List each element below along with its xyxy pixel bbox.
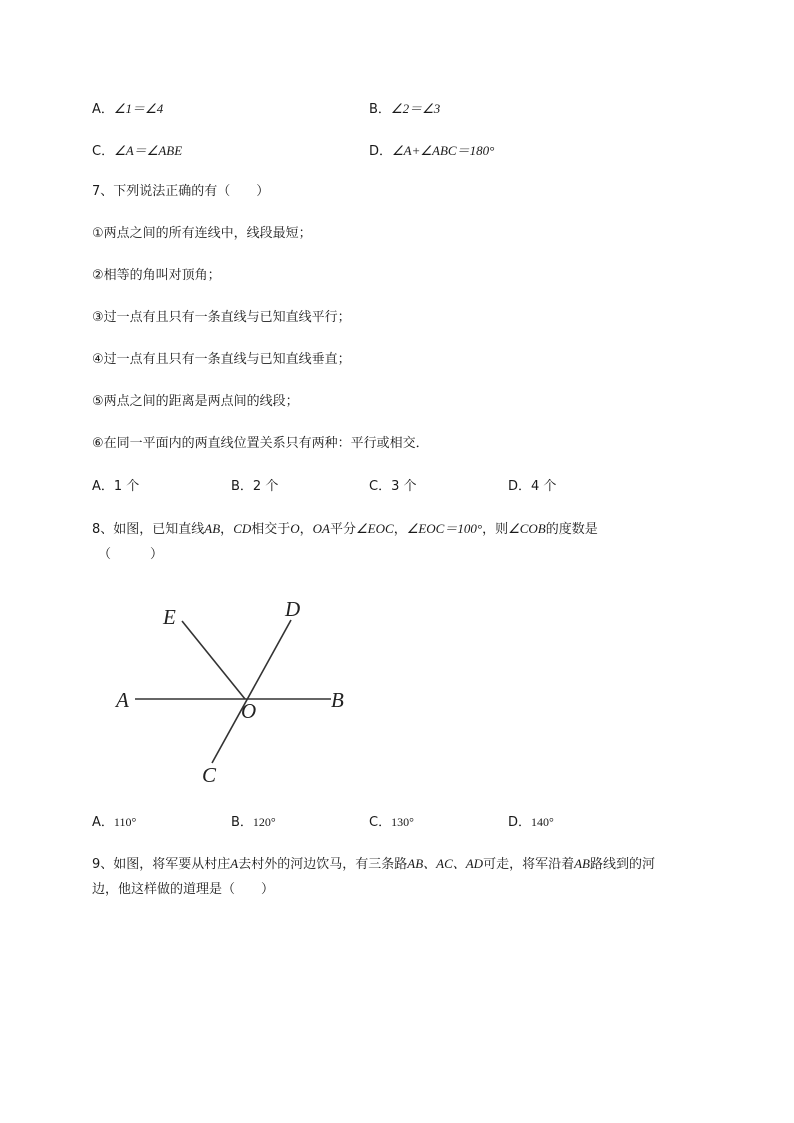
option-text: 3 个	[391, 479, 417, 494]
option-letter: D．	[508, 815, 532, 830]
q8-option-a	[92, 813, 136, 832]
option-text: ∠1＝∠4	[113, 101, 164, 116]
label-b: B	[331, 688, 344, 712]
q7-statement-1: ①两点之间的所有连线中，线段最短；	[92, 226, 312, 241]
option-letter: B．	[231, 479, 253, 494]
q7-statement-2: ②相等的角叫对顶角；	[92, 268, 221, 283]
option-text: 1 个	[113, 479, 140, 494]
option-letter: C．	[369, 815, 392, 830]
q8-angle-eoc: ∠EOC	[356, 521, 394, 536]
q9-road-ab: AB	[574, 856, 590, 871]
q9-village-a: A	[230, 856, 239, 871]
q8-point-o: O	[290, 521, 300, 536]
q7-stem: 7、下列说法正确的有（ ）	[92, 184, 270, 199]
option-letter: C．	[92, 144, 115, 159]
q8-text: ，则	[482, 522, 509, 537]
q8-line-ab: AB	[204, 521, 221, 536]
option-text: 110°	[113, 815, 137, 829]
option-letter: B．	[369, 102, 391, 117]
option-letter: B．	[231, 815, 253, 830]
q8-sep: ，	[393, 522, 407, 537]
option-text: 130°	[391, 815, 414, 829]
line-cd	[212, 620, 291, 763]
q8-option-b	[231, 813, 276, 832]
q9-text: 可走，将军沿着	[483, 857, 575, 872]
q8-option-d	[508, 813, 554, 832]
q7-statement-4: ④过一点有且只有一条直线与已知直线垂直；	[92, 352, 351, 367]
option-text: 2 个	[252, 479, 279, 494]
option-text: 140°	[531, 815, 554, 829]
q9-stem-line-1	[92, 855, 655, 874]
q8-sep: ，	[220, 522, 234, 537]
option-text: ∠2＝∠3	[390, 101, 441, 116]
q8-stem-prefix: 8、如图，已知直线	[92, 522, 205, 537]
q8-text: 平分	[330, 522, 357, 537]
q8-option-c	[369, 813, 414, 832]
q8-answer-paren: （ ）	[98, 547, 164, 562]
q9-text: 路线到的河	[589, 857, 655, 872]
option-letter: D．	[369, 144, 393, 159]
q9-roads: AB、AC、AD	[407, 856, 484, 871]
q8-sep: ，	[299, 522, 313, 537]
label-d: D	[285, 597, 301, 621]
q8-line-cd: CD	[233, 521, 252, 536]
q8-text: 相交于	[251, 522, 291, 537]
ray-oe	[182, 621, 245, 699]
q8-stem-suffix: 的度数是	[545, 522, 598, 537]
option-text: ∠A+∠ABC＝180°	[392, 143, 495, 158]
q9-stem-line-2: 边，他这样做的道理是（ ）	[92, 882, 275, 897]
option-letter: C．	[369, 479, 392, 494]
option-text: ∠A＝∠ABE	[114, 143, 183, 158]
q7-statement-5: ⑤两点之间的距离是两点间的线段；	[92, 394, 299, 409]
q9-text: 去村外的河边饮马，有三条路	[238, 857, 408, 872]
q8-angle-cob: ∠COB	[508, 521, 546, 536]
option-text: 120°	[252, 815, 276, 829]
q8-ray-oa: OA	[312, 521, 331, 536]
label-a: A	[116, 688, 129, 712]
option-letter: A．	[92, 102, 114, 117]
q7-statement-6: ⑥在同一平面内的两直线位置关系只有两种：平行或相交．	[92, 436, 429, 451]
label-c: C	[202, 763, 217, 787]
option-text: 4 个	[531, 479, 557, 494]
q7-statement-3: ③过一点有且只有一条直线与已知直线平行；	[92, 310, 351, 325]
option-letter: A．	[92, 479, 114, 494]
label-o: O	[241, 699, 257, 723]
q9-text: 9、如图，将军要从村庄	[92, 857, 231, 872]
q8-given: ∠EOC＝100°	[406, 521, 483, 536]
option-letter: D．	[508, 479, 532, 494]
option-letter: A．	[92, 815, 114, 830]
label-e: E	[163, 605, 176, 629]
